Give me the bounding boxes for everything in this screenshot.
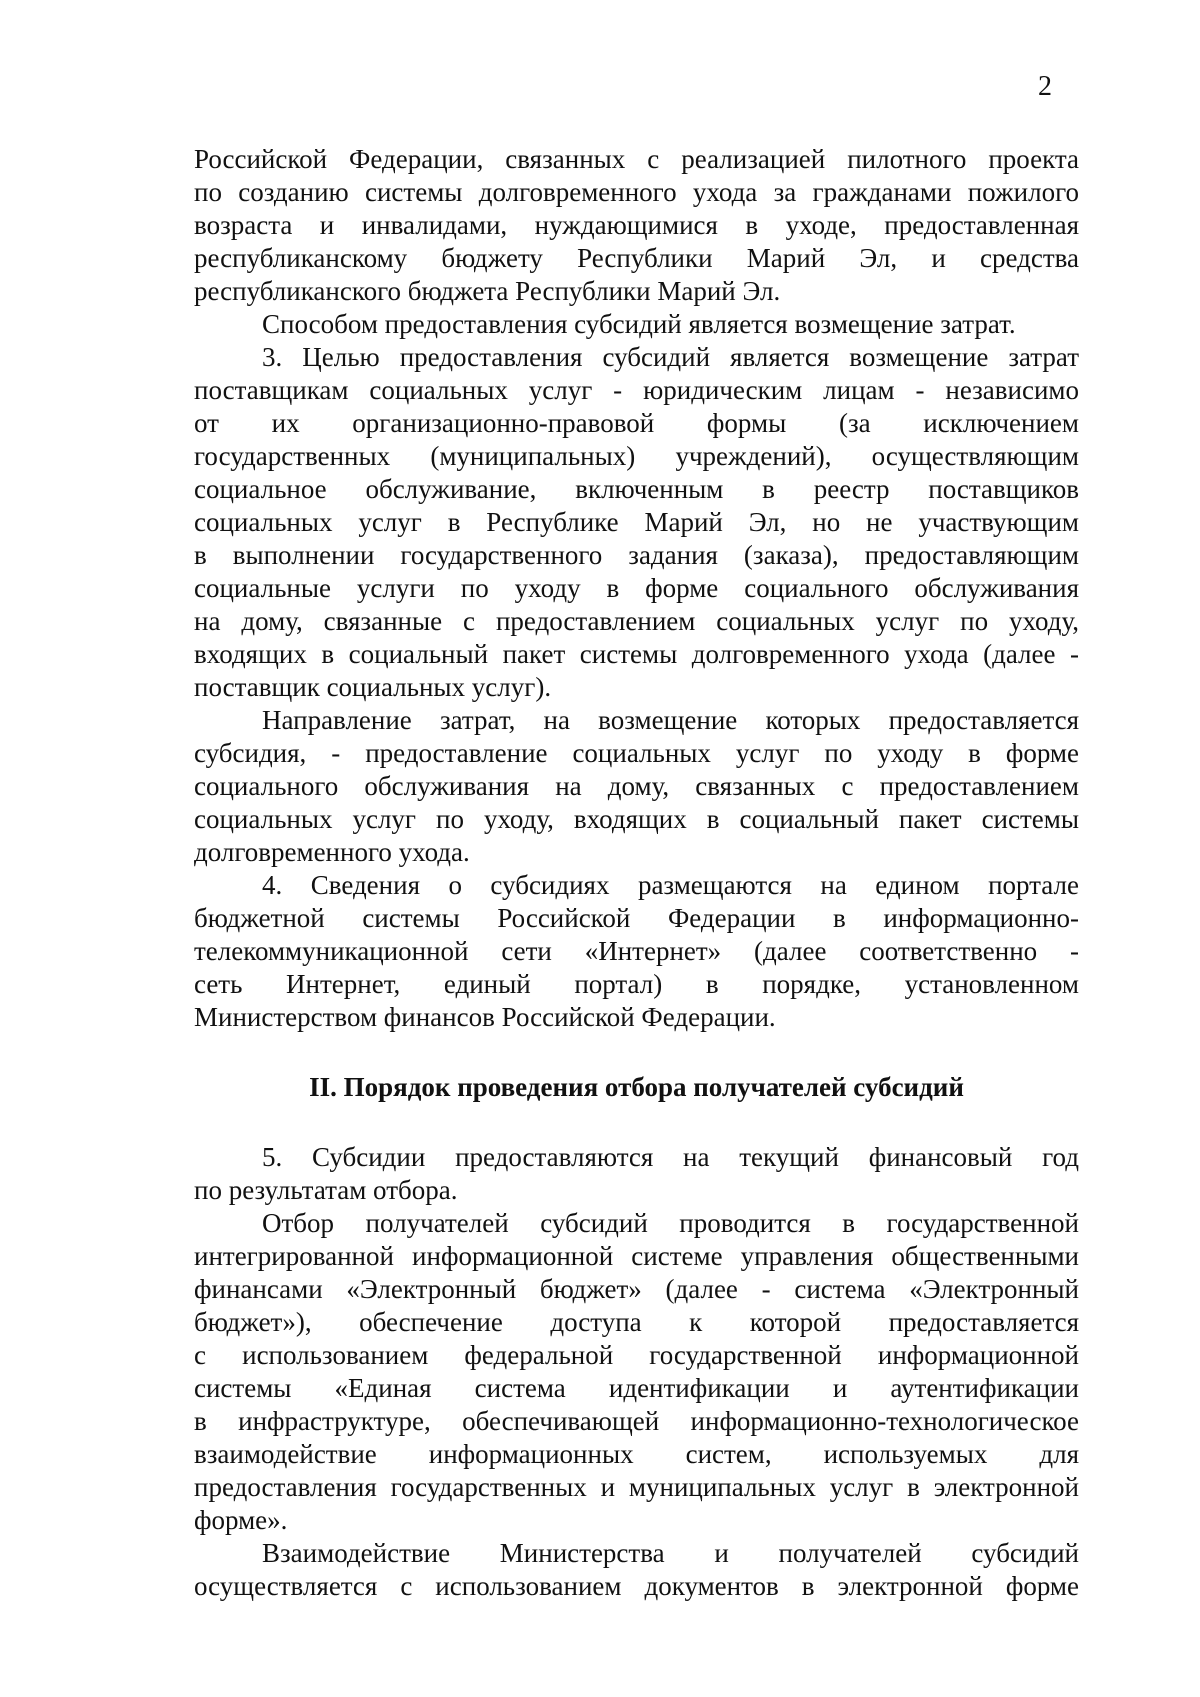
text-line: социального обслуживания на дому, связанных с предоставлением: [194, 771, 1079, 801]
text-line: 3. Целью предоставления субсидий является возмещение затрат: [262, 342, 1079, 372]
text-line: входящих в социальный пакет системы долговременного ухода (далее -: [194, 639, 1079, 669]
text-line: возраста и инвалидами, нуждающимися в уходе, предоставленная: [194, 210, 1079, 240]
paragraph: [194, 869, 1079, 1034]
page-number: 2: [1038, 71, 1052, 102]
text-line: республиканского бюджета Республики Марий Эл.: [194, 276, 781, 306]
text-line: долговременного ухода.: [194, 837, 470, 867]
text-line: телекоммуникационной сети «Интернет» (далее соответственно -: [194, 936, 1079, 966]
section-heading: II. Порядок проведения отбора получателей субсидий: [309, 1072, 964, 1102]
text-line: 4. Сведения о субсидиях размещаются на едином портале: [262, 870, 1079, 900]
text-line: бюджет»), обеспечение доступа к которой предоставляется: [194, 1307, 1079, 1337]
text-line: с использованием федеральной государственной информационной: [194, 1340, 1079, 1370]
text-line: Взаимодействие Министерства и получателей субсидий: [262, 1538, 1079, 1568]
paragraph: [194, 1207, 1079, 1537]
text-line: республиканскому бюджету Республики Марий Эл, и средства: [194, 243, 1079, 273]
text-line: в выполнении государственного задания (заказа), предоставляющим: [194, 540, 1079, 570]
text-line: бюджетной системы Российской Федерации в информационно-: [194, 903, 1079, 933]
text-line: государственных (муниципальных) учреждений), осуществляющим: [194, 441, 1079, 471]
paragraph: [194, 341, 1079, 704]
text-line: системы «Единая система идентификации и аутентификации: [194, 1373, 1079, 1403]
text-line: взаимодействие информационных систем, используемых для: [194, 1439, 1079, 1469]
text-line: предоставления государственных и муниципальных услуг в электронной: [194, 1472, 1079, 1502]
text-line: осуществляется с использованием документов в электронной форме: [194, 1571, 1079, 1601]
text-line: сеть Интернет, единый портал) в порядке, установленном: [194, 969, 1079, 999]
text-line: в инфраструктуре, обеспечивающей информационно-технологическое: [194, 1406, 1079, 1436]
paragraph: [194, 308, 1079, 341]
text-line: Направление затрат, на возмещение которых предоставляется: [262, 705, 1079, 735]
text-line: поставщик социальных услуг).: [194, 672, 552, 702]
text-line: социальные услуги по уходу в форме социального обслуживания: [194, 573, 1079, 603]
text-line: социальных услуг по уходу, входящих в социальный пакет системы: [194, 804, 1079, 834]
text-line: Российской Федерации, связанных с реализацией пилотного проекта: [194, 144, 1079, 174]
text-line: социальное обслуживание, включенным в реестр поставщиков: [194, 474, 1079, 504]
text-line: по созданию системы долговременного ухода за гражданами пожилого: [194, 177, 1079, 207]
paragraph: [194, 1537, 1079, 1603]
text-line: форме».: [194, 1505, 288, 1535]
paragraph: [194, 143, 1079, 308]
text-line: Министерством финансов Российской Федерации.: [194, 1002, 776, 1032]
text-line: на дому, связанные с предоставлением социальных услуг по уходу,: [194, 606, 1079, 636]
text-line: социальных услуг в Республике Марий Эл, но не участвующим: [194, 507, 1079, 537]
text-line: Отбор получателей субсидий проводится в государственной: [262, 1208, 1079, 1238]
text-line: финансами «Электронный бюджет» (далее - система «Электронный: [194, 1274, 1079, 1304]
text-line: поставщикам социальных услуг - юридическим лицам - независимо: [194, 375, 1079, 405]
text-line: Способом предоставления субсидий является возмещение затрат.: [262, 309, 1016, 339]
text-line: субсидия, - предоставление социальных услуг по уходу в форме: [194, 738, 1079, 768]
text-line: интегрированной информационной системе управления общественными: [194, 1241, 1079, 1271]
text-line: от их организационно-правовой формы (за исключением: [194, 408, 1079, 438]
text-line: 5. Субсидии предоставляются на текущий финансовый год: [262, 1142, 1079, 1172]
paragraph: [194, 704, 1079, 869]
paragraph: [194, 1141, 1079, 1207]
text-line: по результатам отбора.: [194, 1175, 458, 1205]
document-body: [194, 143, 1079, 1603]
